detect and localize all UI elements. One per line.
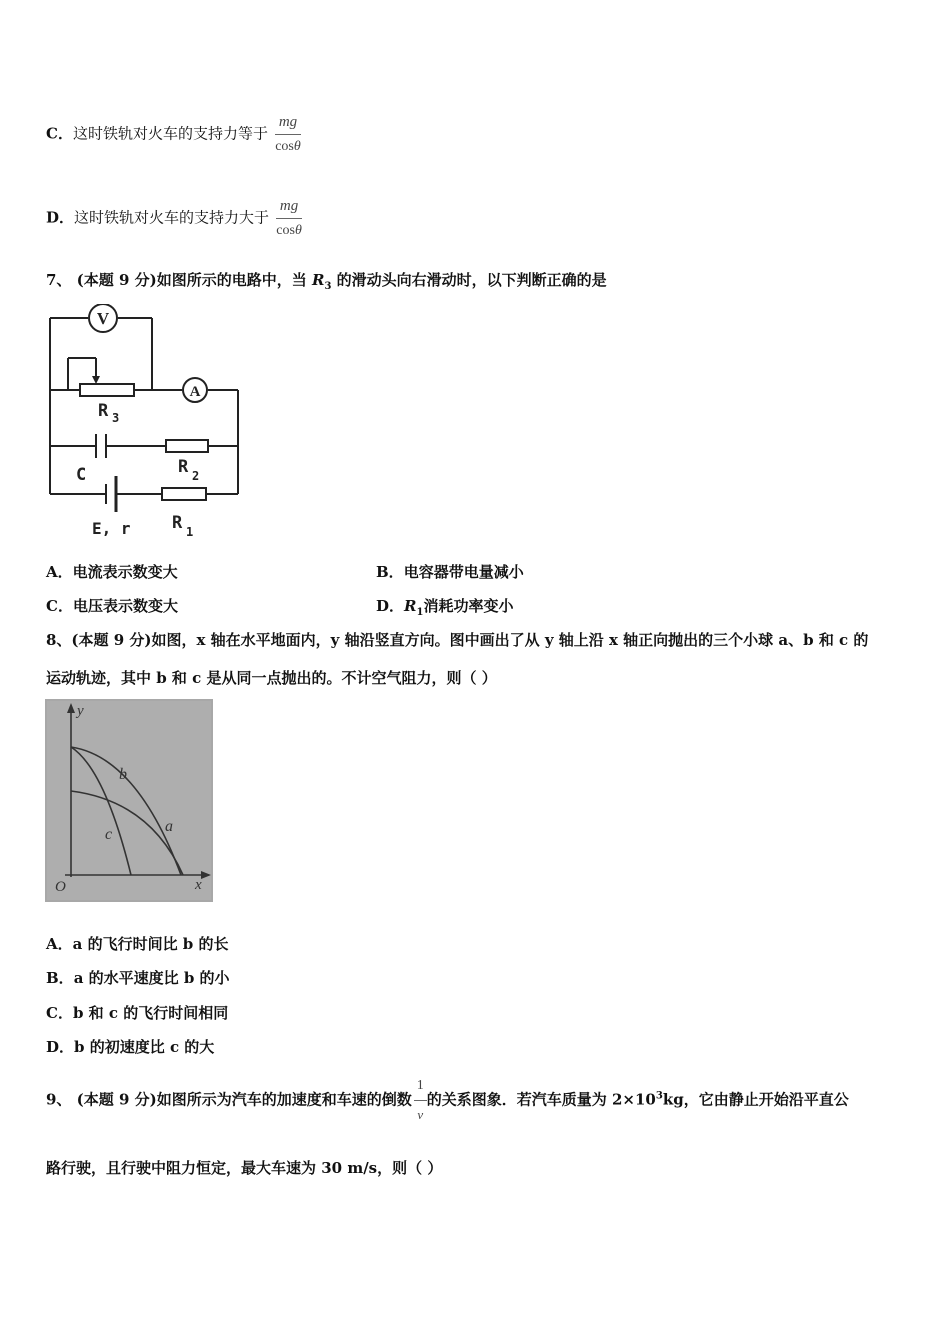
curve-c-label: c [105, 826, 113, 843]
variable-r: R [404, 597, 417, 615]
q7-option-c [46, 596, 178, 616]
question-8-stem-line1: 8、(本题 9 分)如图，x 轴在水平地面内，y 轴沿竖直方向。图中画出了从 y 轴上沿 x 轴正向抛出的三个小球 a、b 和 c 的 [46, 631, 869, 649]
y-axis-label: y [77, 703, 84, 719]
option-label: C． [46, 124, 73, 143]
option-text: 这时铁轨对火车的支持力大于 [74, 208, 270, 227]
stem-text: kg，它由静止开始沿平直公 [662, 1090, 849, 1109]
question-9-stem-line1 [46, 1074, 849, 1127]
option-text: b 的初速度比 c 的大 [74, 1038, 215, 1056]
fraction-mg-over-cos [276, 196, 302, 241]
q8-option-d [46, 1037, 214, 1057]
fraction-denominator: cosθ [275, 139, 301, 154]
variable-r: R [311, 271, 325, 289]
option-text: 电容器带电量减小 [403, 563, 524, 581]
fraction-denominator: v [417, 1107, 424, 1122]
curve-b-label: b [119, 766, 127, 783]
variable-subscript: 1 [416, 607, 424, 618]
prev-option-d [46, 196, 302, 241]
voltmeter-label: V [96, 309, 110, 328]
stem-text: 的滑动头向右滑动时，以下判断正确的是 [331, 271, 607, 289]
option-label: D． [376, 597, 405, 615]
question-9-stem-line2: 路行驶，且行驶中阻力恒定，最大车速为 30 m/s，则（ ） [46, 1159, 443, 1177]
option-label: A． [46, 563, 73, 581]
q8-option-c [46, 1003, 228, 1023]
fraction-numerator: mg [275, 112, 301, 135]
prev-option-c [46, 112, 301, 157]
r1-subscript: 1 [186, 525, 194, 539]
x-axis-label: x [195, 877, 202, 893]
r2-subscript: 2 [192, 469, 200, 483]
option-label: A． [46, 935, 73, 953]
r2-label: R [178, 457, 189, 477]
option-text: b 和 c 的飞行时间相同 [72, 1004, 229, 1022]
option-text: 电流表示数变大 [72, 563, 178, 581]
q7-option-d [376, 596, 513, 623]
fraction-mg-over-cos [275, 112, 301, 157]
fraction-denominator: cosθ [276, 223, 302, 238]
trajectory-graph [45, 699, 213, 902]
variable-subscript: 3 [324, 281, 332, 292]
curve-a-label: a [165, 818, 173, 835]
option-text: a 的水平速度比 b 的小 [73, 969, 230, 987]
battery-label: E, r [92, 519, 131, 538]
fraction-numerator: mg [276, 196, 302, 219]
origin-label: O [55, 879, 66, 895]
q8-option-b [46, 968, 230, 988]
option-label: B． [46, 969, 74, 987]
option-label: D． [46, 208, 75, 227]
capacitor-label: C [76, 465, 87, 485]
r1-label: R [172, 513, 183, 533]
fraction-one-over-v [414, 1074, 427, 1127]
q8-option-a [46, 934, 229, 954]
stem-text: 的关系图象．若汽车质量为 2×10 [426, 1090, 656, 1109]
r3-subscript: 3 [112, 411, 120, 425]
option-label: C． [46, 1004, 73, 1022]
q7-option-b [376, 562, 524, 582]
option-label: C． [46, 597, 73, 615]
question-7-stem [46, 270, 607, 297]
q7-option-a [46, 562, 178, 582]
option-text: 这时铁轨对火车的支持力等于 [72, 124, 268, 143]
stem-text: 9、 (本题 9 分)如图所示为汽车的加速度和车速的倒数 [46, 1090, 412, 1109]
fraction-numerator: 1 [414, 1074, 427, 1101]
exponent: 3 [655, 1090, 663, 1102]
question-8-stem-line2: 运动轨迹，其中 b 和 c 是从同一点抛出的。不计空气阻力，则（ ） [46, 669, 497, 687]
option-text: a 的飞行时间比 b 的长 [72, 935, 229, 953]
option-label: B． [376, 563, 404, 581]
circuit-diagram [44, 304, 246, 544]
option-text: 消耗功率变小 [423, 597, 514, 615]
option-label: D． [46, 1038, 75, 1056]
option-text: 电压表示数变大 [72, 597, 178, 615]
ammeter-label: A [189, 384, 201, 400]
stem-text: 7、 (本题 9 分)如图所示的电路中，当 [46, 271, 312, 289]
r3-label: R [98, 401, 109, 421]
